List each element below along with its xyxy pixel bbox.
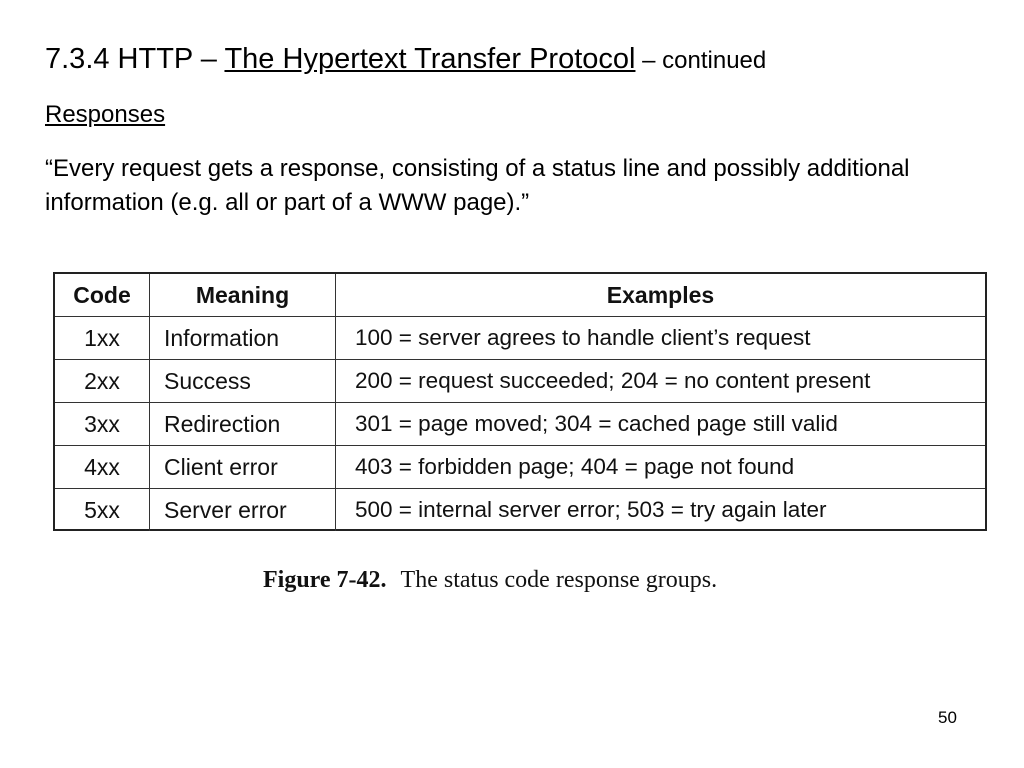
table-header-row: [55, 274, 985, 317]
figure-label: Figure 7-42.: [263, 567, 387, 593]
header-meaning: Meaning: [150, 274, 336, 317]
cell-meaning: Server error: [150, 489, 336, 532]
cell-code: 5xx: [55, 489, 150, 532]
cell-code: 2xx: [55, 360, 150, 403]
title-underlined: The Hypertext Transfer Protocol: [224, 43, 636, 75]
cell-examples: 403 = forbidden page; 404 = page not found: [336, 446, 986, 489]
table-row: [55, 360, 985, 403]
header-examples: Examples: [336, 274, 986, 317]
cell-meaning: Client error: [150, 446, 336, 489]
slide-title: [45, 42, 766, 77]
cell-examples: 100 = server agrees to handle client’s request: [336, 317, 986, 360]
table-row: [55, 403, 985, 446]
cell-meaning: Information: [150, 317, 336, 360]
cell-examples: 301 = page moved; 304 = cached page still valid: [336, 403, 986, 446]
cell-code: 4xx: [55, 446, 150, 489]
subheading-responses: Responses: [45, 101, 166, 128]
table-row: [55, 446, 985, 489]
cell-examples: 200 = request succeeded; 204 = no content present: [336, 360, 986, 403]
status-code-table-container: [53, 272, 987, 531]
cell-examples: 500 = internal server error; 503 = try again later: [336, 489, 986, 532]
figure-caption-text: The status code response groups.: [400, 567, 718, 593]
status-code-table: [55, 274, 985, 531]
quote-text: “Every request gets a response, consisting of a status line and possibly additional information (e.g. all or part of a WWW page).”: [45, 155, 910, 216]
page-number: 50: [938, 708, 957, 727]
table-row: [55, 489, 985, 532]
header-code: Code: [55, 274, 150, 317]
cell-meaning: Redirection: [150, 403, 336, 446]
cell-code: 1xx: [55, 317, 150, 360]
figure-caption: [263, 567, 717, 594]
cell-meaning: Success: [150, 360, 336, 403]
title-suffix: – continued: [635, 47, 767, 74]
title-prefix: 7.3.4 HTTP –: [45, 43, 225, 75]
table-row: [55, 317, 985, 360]
cell-code: 3xx: [55, 403, 150, 446]
